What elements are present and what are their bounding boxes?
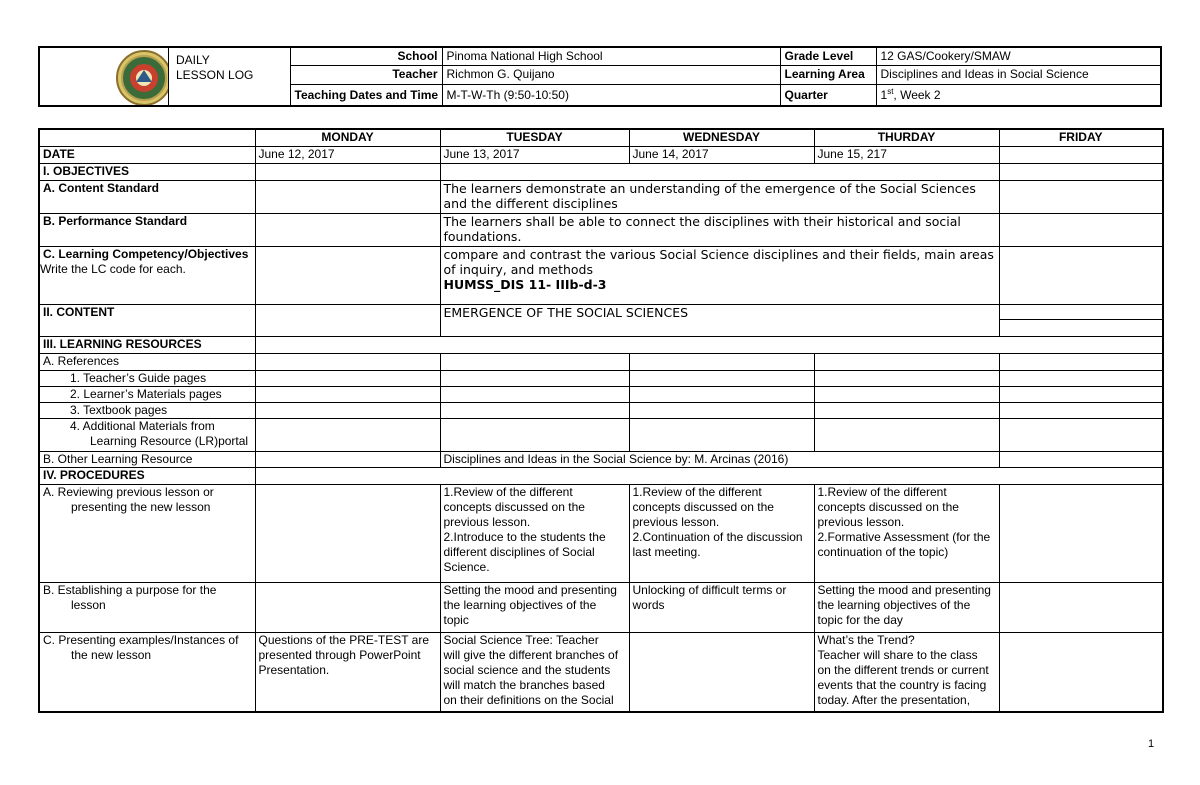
quarter-value: 1st, Week 2 (876, 84, 1162, 105)
procedure-b-thursday: Setting the mood and presenting the learning objectives of the topic for the day (814, 582, 999, 632)
date-monday: June 12, 2017 (255, 146, 440, 163)
date-tuesday: June 13, 2017 (440, 146, 629, 163)
day-header-monday: MONDAY (255, 129, 440, 146)
procedure-a-wednesday: 1.Review of the different concepts discussed on the previous lesson. 2.Continuation of the discussion last meeting. (629, 484, 814, 582)
performance-standard-text: The learners shall be able to connect the disciplines with their historical and social foundations. (440, 213, 999, 246)
teachers-guide-label: 1. Teacher’s Guide pages (39, 370, 255, 386)
day-header-friday: FRIDAY (999, 129, 1163, 146)
references-label: A. References (39, 353, 255, 370)
header-info-table (168, 48, 1162, 105)
school-value: Pinoma National High School (442, 48, 780, 66)
procedure-c-tuesday: Social Science Tree: Teacher will give the different branches of social science and the students will match the branches based on their definitions on the Social (440, 632, 629, 712)
content-label: II. CONTENT (39, 304, 255, 336)
teaching-dates-value: M-T-W-Th (9:50-10:50) (442, 84, 780, 105)
competency-text: compare and contrast the various Social Science disciplines and their fields, main areas of inquiry, and methods (443, 246, 994, 277)
day-header-wednesday: WEDNESDAY (629, 129, 814, 146)
competency-label-cell (39, 246, 255, 304)
learning-area-value: Disciplines and Ideas in Social Science (876, 66, 1162, 84)
school-label: School (290, 48, 442, 66)
learning-resources-heading: III. LEARNING RESOURCES (39, 336, 255, 353)
procedure-c-monday: Questions of the PRE-TEST are presented through PowerPoint Presentation. (255, 632, 440, 712)
procedure-a-tuesday: 1.Review of the different concepts discussed on the previous lesson. 2.Introduce to the students the different disciplines of Social Science. (440, 484, 629, 582)
content-standard-text: The learners demonstrate an understanding of the emergence of the Social Sciences and the different disciplines (440, 180, 999, 213)
procedure-b-wednesday: Unlocking of difficult terms or words (629, 582, 814, 632)
date-thursday: June 15, 217 (814, 146, 999, 163)
content-standard-label: A. Content Standard (39, 180, 255, 213)
procedure-b-label: B. Establishing a purpose for the lesson (39, 582, 255, 632)
other-resource-text: Disciplines and Ideas in the Social Science by: M. Arcinas (2016) (440, 451, 999, 467)
performance-standard-label: B. Performance Standard (39, 213, 255, 246)
textbook-label: 3. Textbook pages (39, 402, 255, 418)
teacher-value: Richmon G. Quijano (442, 66, 780, 84)
teacher-label: Teacher (290, 66, 442, 84)
quarter-label: Quarter (780, 84, 876, 105)
learners-materials-label: 2. Learner’s Materials pages (39, 386, 255, 402)
content-text: EMERGENCE OF THE SOCIAL SCIENCES (440, 304, 999, 336)
grade-level-label: Grade Level (780, 48, 876, 66)
corner-cell (39, 129, 255, 146)
procedure-a-label: A. Reviewing previous lesson or presenting the new lesson (39, 484, 255, 582)
day-header-thursday: THURDAY (814, 129, 999, 146)
additional-materials-cell: 4. Additional Materials from Learning Resource (LR)portal (39, 418, 255, 451)
procedure-b-tuesday: Setting the mood and presenting the learning objectives of the topic (440, 582, 629, 632)
lesson-plan-grid (38, 128, 1164, 713)
daily-lesson-log-title: DAILY LESSON LOG (168, 48, 290, 105)
competency-label: C. Learning Competency/Objectives (43, 246, 249, 261)
date-label: DATE (39, 146, 255, 163)
learning-area-label: Learning Area (780, 66, 876, 84)
procedure-c-label: C. Presenting examples/Instances of the new lesson (39, 632, 255, 712)
procedure-c-thursday: What’s the Trend? Teacher will share to the class on the different trends or current events that the country is facing today. After the presentation, (814, 632, 999, 712)
school-seal-icon (40, 48, 168, 105)
objectives-heading: I. OBJECTIVES (39, 163, 255, 180)
lesson-log-header (38, 46, 1162, 107)
competency-note: Write the LC code for each. (40, 261, 186, 276)
school-logo-cell (40, 48, 169, 105)
teaching-dates-label: Teaching Dates and Time (290, 84, 442, 105)
competency-text-cell (440, 246, 999, 304)
grade-level-value: 12 GAS/Cookery/SMAW (876, 48, 1162, 66)
competency-code: HUMSS_DIS 11- IIIb-d-3 (443, 276, 607, 292)
page-number: 1 (1148, 738, 1155, 750)
procedure-a-thursday: 1.Review of the different concepts discussed on the previous lesson. 2.Formative Assessment (for the continuation of the topic) (814, 484, 999, 582)
date-friday (999, 146, 1163, 163)
other-resource-label: B. Other Learning Resource (39, 451, 255, 467)
day-header-tuesday: TUESDAY (440, 129, 629, 146)
procedures-heading: IV. PROCEDURES (39, 467, 255, 484)
date-wednesday: June 14, 2017 (629, 146, 814, 163)
